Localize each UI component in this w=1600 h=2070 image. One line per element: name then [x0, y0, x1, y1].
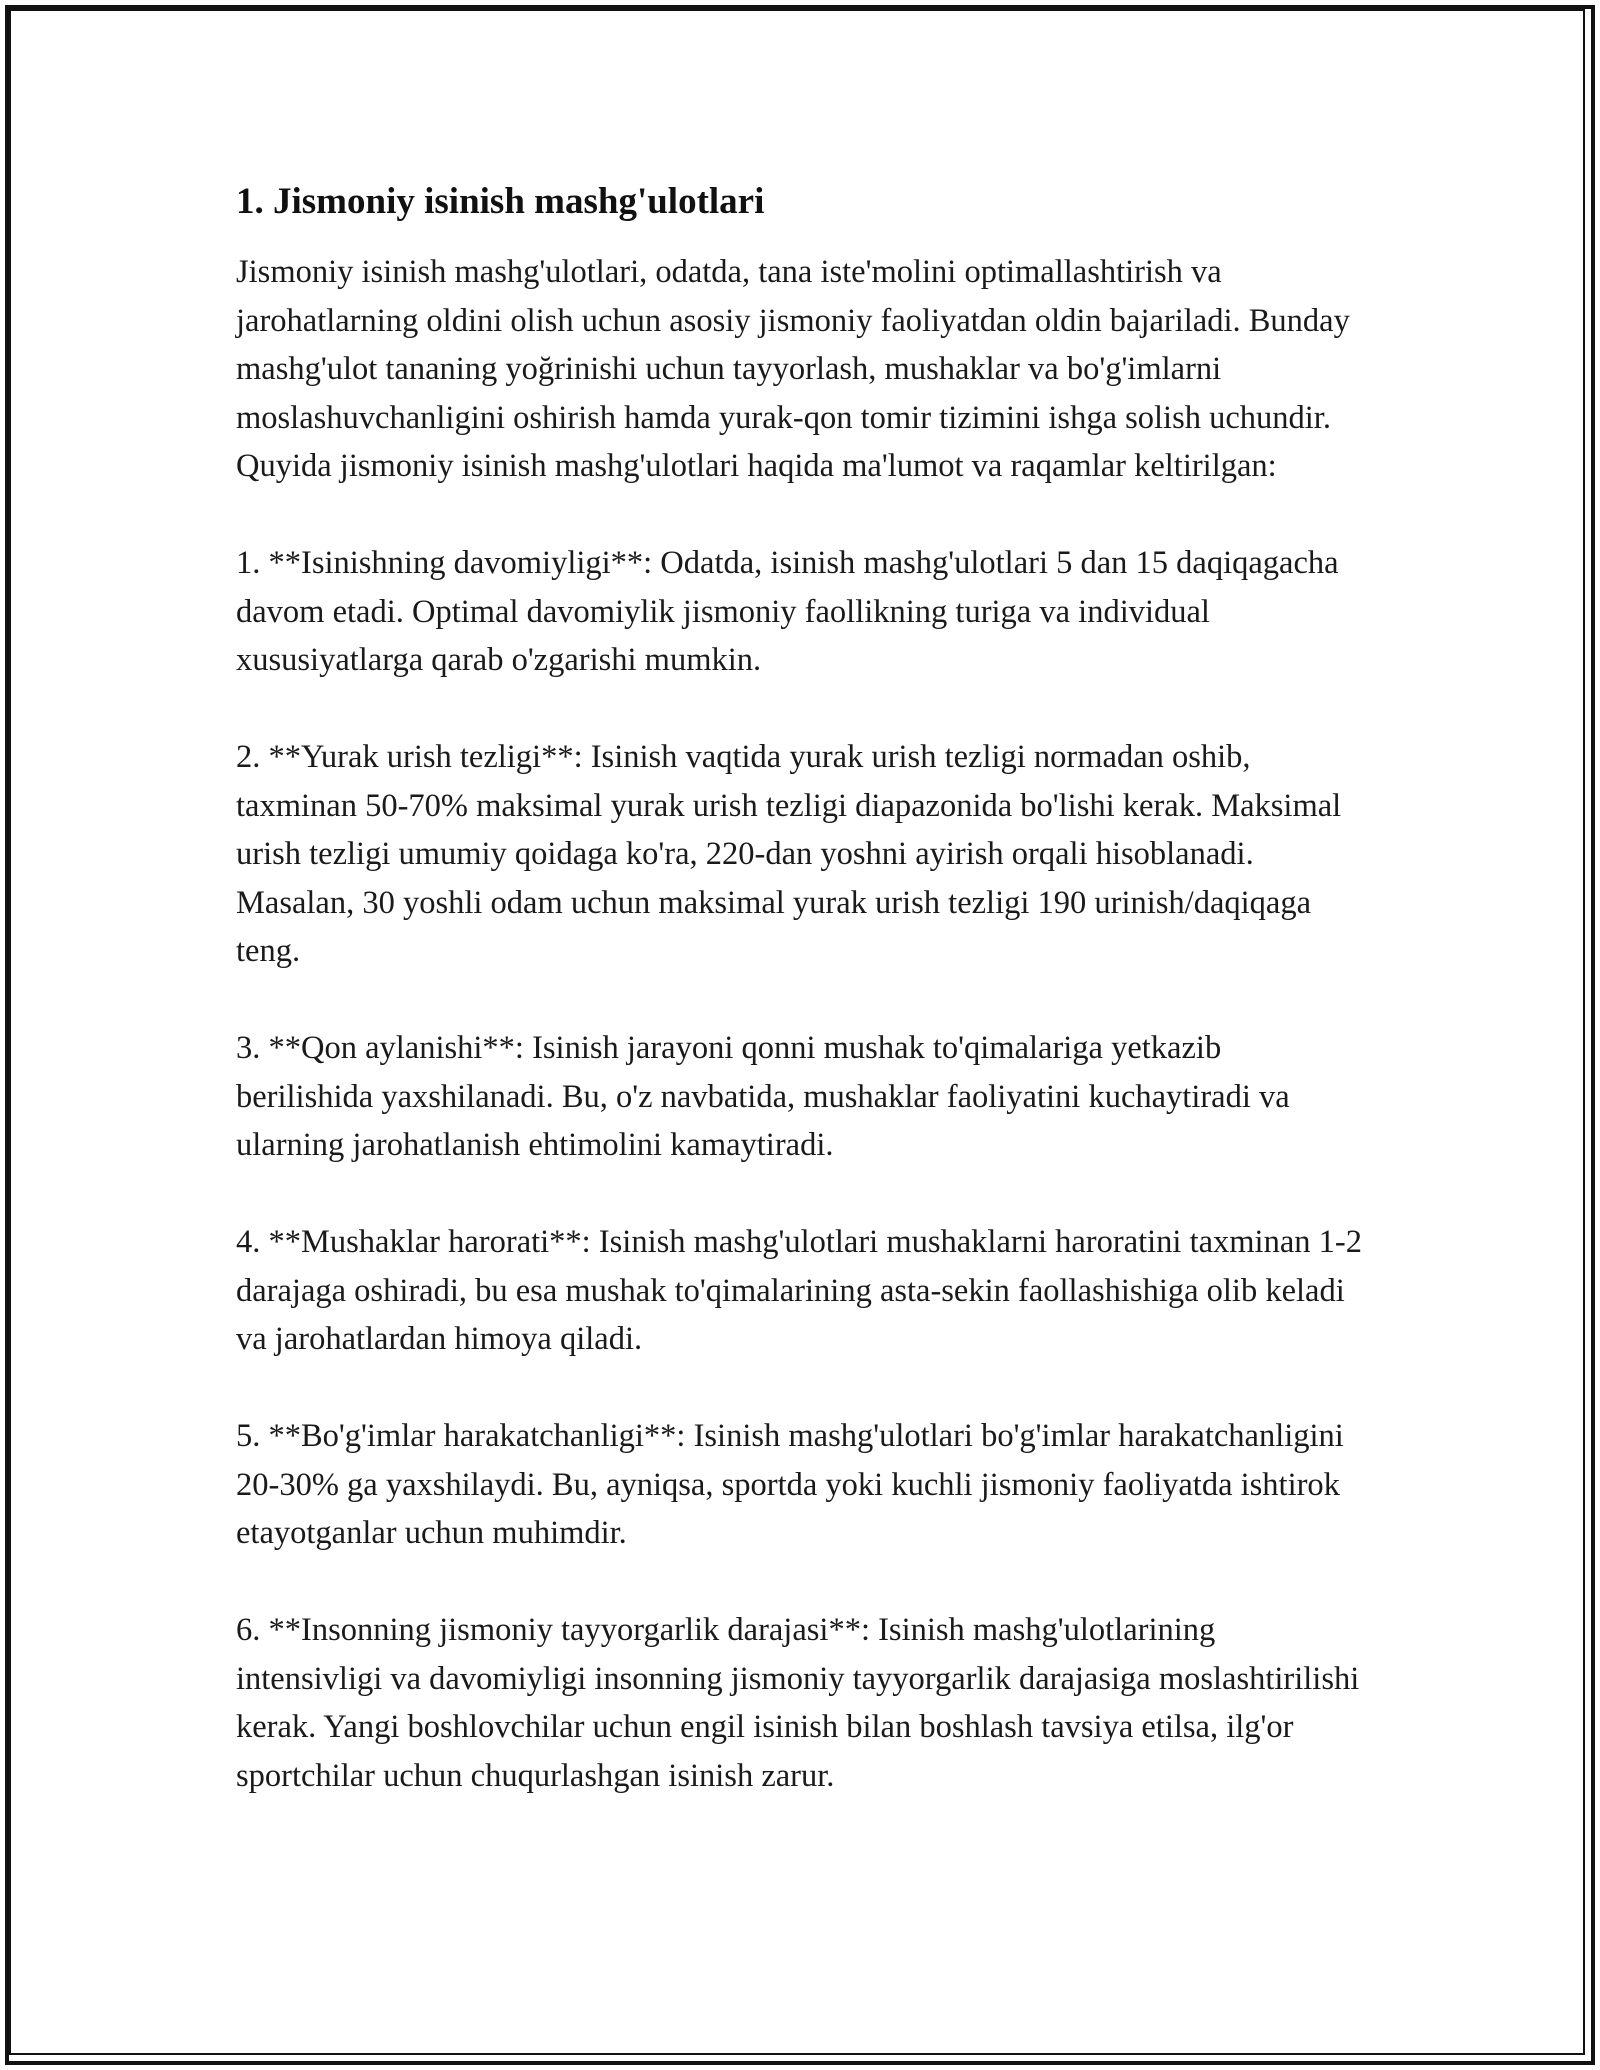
document-title: 1. Jismoniy isinish mashg'ulotlari [236, 181, 765, 222]
list-item-duration: 1. **Isinishning davomiyligi**: Odatda, isinish mashg'ulotlari 5 dan 15 daqiqagacha davom etadi. Optimal davomiylik jismoniy faollikning turiga va individual xususiyatlarga qarab o'zgarishi mumkin. [236, 545, 1339, 678]
list-item-muscle-temperature: 4. **Mushaklar harorati**: Isinish mashg'ulotlari mushaklarni haroratini taxminan 1-2 darajaga oshiradi, bu esa mushak to'qimalarining asta-sekin faollashishiga olib keladi va jarohatlardan himoya qiladi. [236, 1224, 1362, 1357]
list-item-joint-mobility: 5. **Bo'g'imlar harakatchanligi**: Isinish mashg'ulotlari bo'g'imlar harakatchanligini 20-30% ga yaxshilaydi. Bu, ayniqsa, sportda yoki kuchli jismoniy faoliyatda ishtirok etayotganlar uchun muhimdir. [236, 1418, 1344, 1551]
document-body [236, 178, 1366, 1849]
list-item-heart-rate: 2. **Yurak urish tezligi**: Isinish vaqtida yurak urish tezligi normadan oshib, taxminan 50-70% maksimal yurak urish tezligi diapazonida bo'lishi kerak. Maksimal urish tezligi umumiy qoidaga ko'ra, 220-dan yoshni ayirish orqali hisoblanadi. Masalan, 30 yoshli odam uchun maksimal yurak urish tezligi 190 urinish/daqiqaga teng. [236, 739, 1342, 969]
intro-paragraph: Jismoniy isinish mashg'ulotlari, odatda, tana iste'molini optimallashtirish va jarohatlarning oldini olish uchun asosiy jismoniy faoliyatdan oldin bajariladi. Bunday mashg'ulot tananing yoğrinishi uchun tayyorlash, mushaklar va bo'g'imlarni moslashuvchanligini oshirish hamda yurak-qon tomir tizimini ishga solish uchundir. Quyida jismoniy isinish mashg'ulotlari haqida ma'lumot va raqamlar keltirilgan: [236, 254, 1350, 484]
list-item-blood-circulation: 3. **Qon aylanishi**: Isinish jarayoni qonni mushak to'qimalariga yetkazib berilishida yaxshilanadi. Bu, o'z navbatida, mushaklar faoliyatini kuchaytiradi va ularning jarohatlanish ehtimolini kamaytiradi. [236, 1030, 1290, 1163]
list-item-fitness-level: 6. **Insonning jismoniy tayyorgarlik darajasi**: Isinish mashg'ulotlarining intensivligi va davomiyligi insonning jismoniy tayyorgarlik darajasiga moslashtirilishi kerak. Yangi boshlovchilar uchun engil isinish bilan boshlash tavsiya etilsa, ilg'or sportchilar uchun chuqurlashgan isinish zarur. [236, 1612, 1360, 1794]
